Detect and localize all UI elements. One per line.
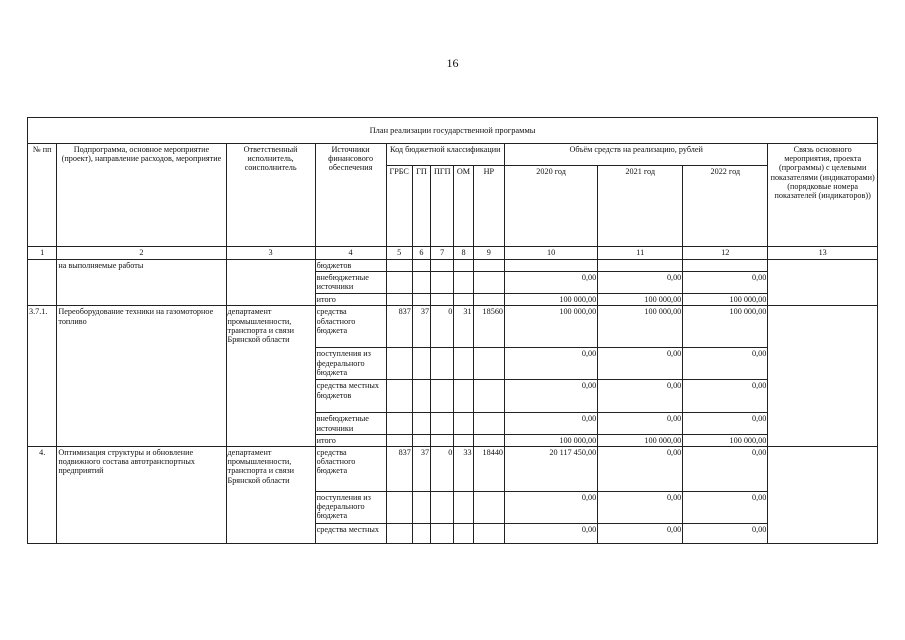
amount-2022: [683, 260, 768, 272]
indicator-link: [768, 306, 878, 447]
funding-source: внебюджетные источники: [315, 413, 386, 434]
header-2021: 2021 год: [598, 166, 683, 247]
amount-2020: 0,00: [505, 272, 598, 294]
funding-source: средства областного бюджета: [315, 306, 386, 348]
amount-2021: 100 000,00: [598, 434, 683, 446]
column-number: 6: [412, 247, 430, 260]
amount-2022: 0,00: [683, 413, 768, 434]
funding-source: средства местных: [315, 523, 386, 543]
column-number: 2: [57, 247, 226, 260]
code-gp: 37: [412, 306, 430, 348]
column-number: 5: [386, 247, 412, 260]
header-name: Подпрограмма, основное мероприятие (проект), направление расходов, мероприятие: [57, 144, 226, 247]
header-2022: 2022 год: [683, 166, 768, 247]
responsible-executor: [226, 260, 315, 306]
responsible-executor: департамент промышленности, транспорта и связи Брянской области: [226, 446, 315, 543]
header-2020: 2020 год: [505, 166, 598, 247]
amount-2020: 100 000,00: [505, 306, 598, 348]
amount-2022: 0,00: [683, 348, 768, 380]
code-grbs: 837: [386, 306, 412, 348]
funding-source: бюджетов: [315, 260, 386, 272]
column-number: 3: [226, 247, 315, 260]
header-responsible: Ответственный исполнитель, соисполнитель: [226, 144, 315, 247]
amount-2020: 100 000,00: [505, 294, 598, 306]
header-budget-code: Код бюджетной классификации: [386, 144, 504, 166]
row-number: 4.: [28, 446, 57, 543]
code-np: 18440: [473, 446, 504, 491]
amount-2022: 0,00: [683, 446, 768, 491]
column-number: 13: [768, 247, 878, 260]
column-number: 9: [473, 247, 504, 260]
code-om: 31: [454, 306, 473, 348]
indicator-link: [768, 260, 878, 306]
header-om: ОМ: [454, 166, 473, 247]
header-volume: Объём средств на реализацию, рублей: [505, 144, 768, 166]
amount-2022: 100 000,00: [683, 434, 768, 446]
amount-2021: [598, 260, 683, 272]
amount-2021: 100 000,00: [598, 294, 683, 306]
column-number: 7: [431, 247, 454, 260]
row-number: [28, 260, 57, 306]
amount-2021: 0,00: [598, 413, 683, 434]
amount-2020: 0,00: [505, 380, 598, 413]
amount-2020: 0,00: [505, 491, 598, 523]
header-source: Источники финансового обеспечения: [315, 144, 386, 247]
header-num: № пп: [28, 144, 57, 247]
funding-source: итого: [315, 434, 386, 446]
code-om: 33: [454, 446, 473, 491]
funding-source: внебюджетные источники: [315, 272, 386, 294]
amount-2022: 100 000,00: [683, 306, 768, 348]
amount-2021: 0,00: [598, 491, 683, 523]
amount-2020: 20 117 450,00: [505, 446, 598, 491]
column-number: 8: [454, 247, 473, 260]
funding-source: средства областного бюджета: [315, 446, 386, 491]
amount-2021: 0,00: [598, 272, 683, 294]
header-pgp: ПГП: [431, 166, 454, 247]
column-number: 12: [683, 247, 768, 260]
header-grbs: ГРБС: [386, 166, 412, 247]
code-pgp: 0: [431, 306, 454, 348]
activity-name: на выполняемые работы: [57, 260, 226, 306]
funding-source: итого: [315, 294, 386, 306]
amount-2021: 0,00: [598, 446, 683, 491]
column-number: 10: [505, 247, 598, 260]
amount-2020: 100 000,00: [505, 434, 598, 446]
amount-2022: 0,00: [683, 380, 768, 413]
header-link: Связь основного мероприятия, проекта (программы) с целевыми показателями (индикаторами) (порядковые номера показателей (индикаторов)): [768, 144, 878, 247]
code-np: 18560: [473, 306, 504, 348]
amount-2020: 0,00: [505, 413, 598, 434]
column-number: 11: [598, 247, 683, 260]
header-np: НР: [473, 166, 504, 247]
amount-2022: 0,00: [683, 272, 768, 294]
amount-2020: 0,00: [505, 348, 598, 380]
funding-source: средства местных бюджетов: [315, 380, 386, 413]
budget-plan-table: [27, 117, 878, 544]
header-gp: ГП: [412, 166, 430, 247]
page-number: 16: [446, 56, 459, 70]
activity-name: Переоборудование техники на газомоторное топливо: [57, 306, 226, 447]
amount-2021: 0,00: [598, 523, 683, 543]
funding-source: поступления из федерального бюджета: [315, 491, 386, 523]
amount-2020: 0,00: [505, 523, 598, 543]
amount-2021: 0,00: [598, 380, 683, 413]
row-number: 3.7.1.: [28, 306, 57, 447]
amount-2022: 0,00: [683, 523, 768, 543]
activity-name: Оптимизация структуры и обновление подвижного состава автотранспортных предприятий: [57, 446, 226, 543]
funding-source: поступления из федерального бюджета: [315, 348, 386, 380]
amount-2021: 0,00: [598, 348, 683, 380]
amount-2022: 0,00: [683, 491, 768, 523]
code-pgp: 0: [431, 446, 454, 491]
amount-2020: [505, 260, 598, 272]
column-number: 1: [28, 247, 57, 260]
code-gp: 37: [412, 446, 430, 491]
code-grbs: 837: [386, 446, 412, 491]
table-title: План реализации государственной программы: [28, 118, 878, 144]
responsible-executor: департамент промышленности, транспорта и связи Брянской области: [226, 306, 315, 447]
amount-2022: 100 000,00: [683, 294, 768, 306]
column-number: 4: [315, 247, 386, 260]
indicator-link: [768, 446, 878, 543]
amount-2021: 100 000,00: [598, 306, 683, 348]
